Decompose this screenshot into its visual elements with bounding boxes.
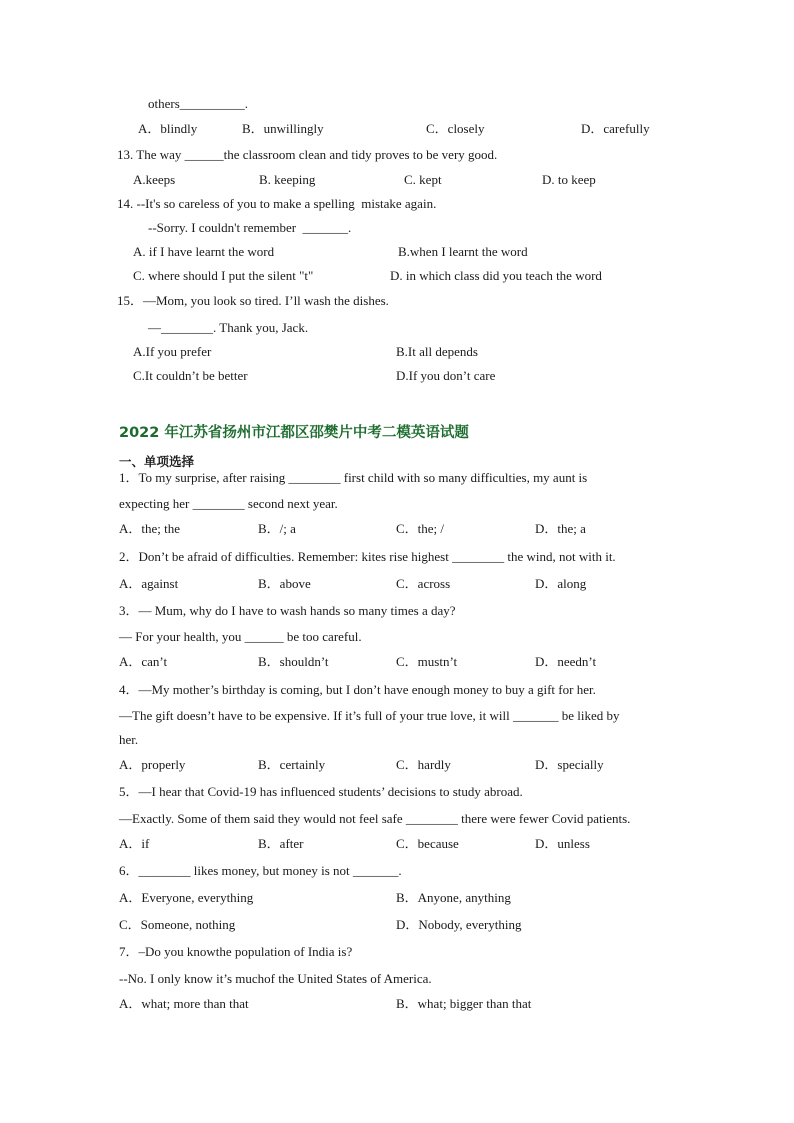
q4-option-c: C．hardly xyxy=(396,757,451,772)
q13-option-a: A.keeps xyxy=(133,172,176,187)
section-heading: 一、单项选择 xyxy=(119,454,195,469)
q14-stem-line1: 14. --It's so careless of you to make a spelling mistake again. xyxy=(117,196,437,211)
q7-line2: --No. I only know it’s muchof the United States of America. xyxy=(119,971,432,986)
q14-stem-line2: --Sorry. I couldn't remember _______. xyxy=(148,220,352,235)
q4-line1: 4．—My mother’s birthday is coming, but I don’t have enough money to buy a gift for her. xyxy=(119,682,596,697)
q15-option-b: B.It all depends xyxy=(396,344,478,359)
q13-stem: 13. The way ______the classroom clean and tidy proves to be very good. xyxy=(117,147,498,162)
q1-option-d: D．the; a xyxy=(535,521,586,536)
q3-option-c: C．mustn’t xyxy=(396,654,458,669)
q7-option-a: A．what; more than that xyxy=(119,996,249,1011)
q2-line1: 2．Don’t be afraid of difficulties. Remember: kites rise highest ________ the wind, not with it. xyxy=(119,549,616,564)
q2-option-d: D．along xyxy=(535,576,587,591)
q12-stem-tail: others__________. xyxy=(148,96,249,111)
q5-line2: —Exactly. Some of them said they would not feel safe ________ there were fewer Covid patients. xyxy=(119,811,631,826)
q3-option-a: A．can’t xyxy=(119,654,168,669)
q2-option-b: B．above xyxy=(258,576,311,591)
q4-option-a: A．properly xyxy=(119,757,186,772)
q4-line3: her. xyxy=(119,732,139,747)
q3-option-b: B．shouldn’t xyxy=(258,654,329,669)
q1-line2: expecting her ________ second next year. xyxy=(119,496,338,511)
q13-option-c: C. kept xyxy=(404,172,442,187)
q6-option-a: A．Everyone, everything xyxy=(119,890,254,905)
q12-option-a: A．blindly xyxy=(138,121,198,136)
q3-line2: — For your health, you ______ be too careful. xyxy=(119,629,362,644)
q6-option-b: B．Anyone, anything xyxy=(396,890,511,905)
q15-stem-line1: 15．—Mom, you look so tired. I’ll wash the dishes. xyxy=(117,293,389,308)
q6-line1: 6．________ likes money, but money is not _______. xyxy=(119,863,402,878)
q2-option-c: C．across xyxy=(396,576,451,591)
q3-option-d: D．needn’t xyxy=(535,654,597,669)
q15-stem-line2: —________. Thank you, Jack. xyxy=(148,320,309,335)
q14-option-c: C. where should I put the silent "t" xyxy=(133,268,314,283)
q3-line1: 3．— Mum, why do I have to wash hands so many times a day? xyxy=(119,603,456,618)
q5-option-b: B．after xyxy=(258,836,304,851)
q15-option-a: A.If you prefer xyxy=(133,344,212,359)
q1-option-b: B．/; a xyxy=(258,521,296,536)
q4-option-b: B．certainly xyxy=(258,757,326,772)
q12-option-c: C．closely xyxy=(426,121,485,136)
q5-option-c: C．because xyxy=(396,836,459,851)
q5-line1: 5．—I hear that Covid-19 has influenced students’ decisions to study abroad. xyxy=(119,784,523,799)
q12-option-d: D．carefully xyxy=(581,121,650,136)
q15-option-d: D.If you don’t care xyxy=(396,368,496,383)
q13-option-d: D. to keep xyxy=(542,172,596,187)
q6-option-d: D．Nobody, everything xyxy=(396,917,522,932)
exam-title: 2022 年江苏省扬州市江都区邵樊片中考二模英语试题 xyxy=(119,425,469,441)
q1-option-c: C．the; / xyxy=(396,521,445,536)
q4-option-d: D．specially xyxy=(535,757,604,772)
q5-option-d: D．unless xyxy=(535,836,590,851)
q1-line1: 1．To my surprise, after raising ________ first child with so many difficulties, my aunt is xyxy=(119,470,588,485)
q6-option-c: C．Someone, nothing xyxy=(119,917,236,932)
q14-option-b: B.when I learnt the word xyxy=(398,244,528,259)
q7-option-b: B．what; bigger than that xyxy=(396,996,532,1011)
q7-line1: 7．–Do you knowthe population of India is? xyxy=(119,944,353,959)
q14-option-a: A. if I have learnt the word xyxy=(133,244,275,259)
q2-option-a: A．against xyxy=(119,576,179,591)
q15-option-c: C.It couldn’t be better xyxy=(133,368,248,383)
q13-option-b: B. keeping xyxy=(259,172,316,187)
q1-option-a: A．the; the xyxy=(119,521,181,536)
q5-option-a: A．if xyxy=(119,836,150,851)
q14-option-d: D. in which class did you teach the word xyxy=(390,268,602,283)
q12-option-b: B．unwillingly xyxy=(242,121,324,136)
q4-line2: —The gift doesn’t have to be expensive. If it’s full of your true love, it will _______ be liked by xyxy=(119,708,620,723)
